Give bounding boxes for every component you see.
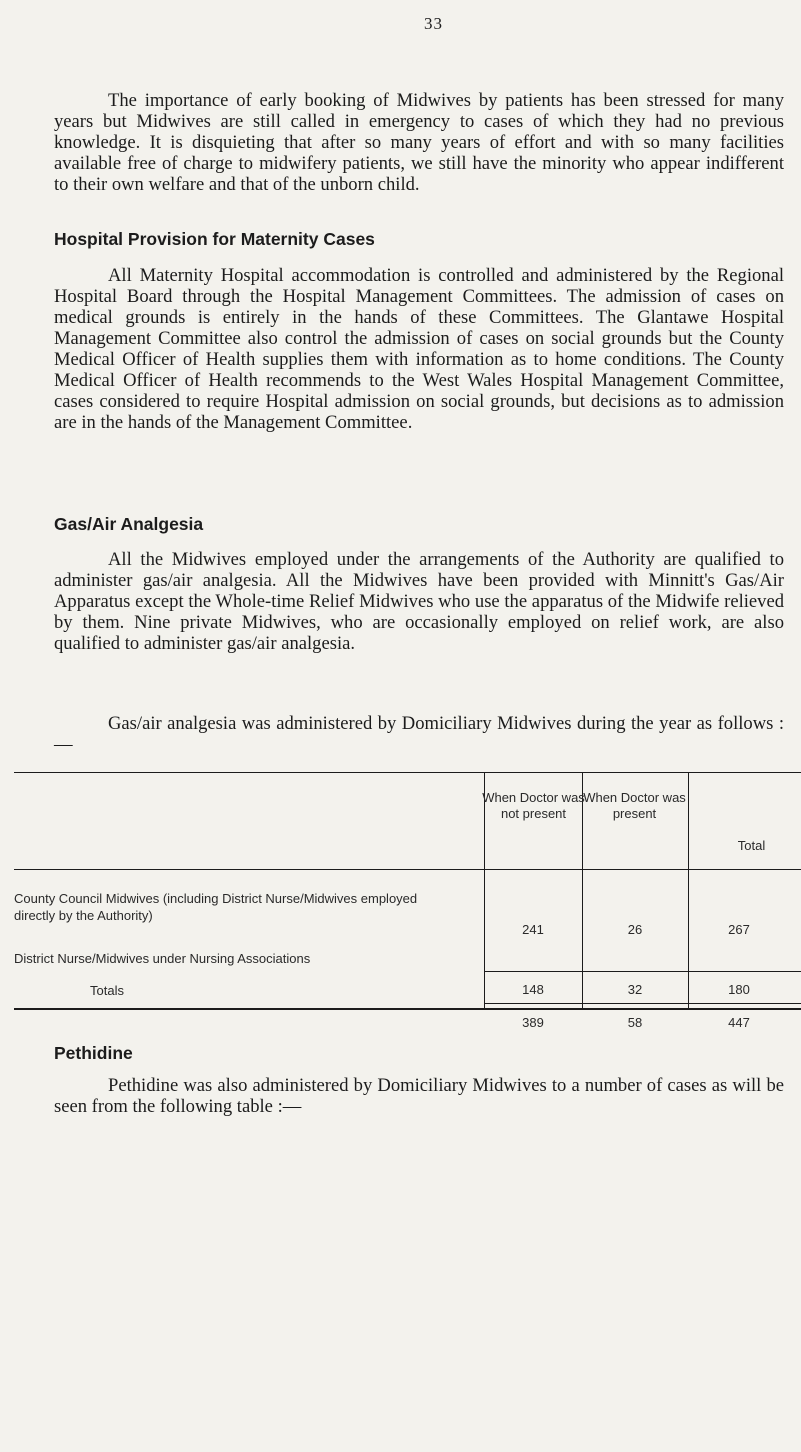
gas-air-paragraph-1: All the Midwives employed under the arrangements of the Authority are qualified to administer gas/air analgesia. All the Midwives have been provided with Minnitt's Gas/Air Apparatus except the Whole-time Relief Midwives who use the apparatus of the Midwife relieved by them. Nine private Midwives, who are occasionally employed on relief work, are also qualified to administer gas/air analgesia. (54, 549, 784, 654)
gas-air-table (14, 772, 801, 1030)
pethidine-paragraph: Pethidine was also administered by Domiciliary Midwives to a number of cases as will be seen from the following table :— (54, 1075, 784, 1117)
cell-nursing-associations-doctor-not-present: 148 (522, 982, 544, 997)
column-header-doctor-not-present: When Doctor was not present (482, 790, 585, 821)
gas-air-paragraph-2: Gas/air analgesia was administered by Domiciliary Midwives during the year as follows :— (54, 713, 784, 755)
row-label-nursing-associations: District Nurse/Midwives under Nursing Associations (14, 951, 311, 966)
cell-county-council-doctor-present: 26 (627, 922, 643, 937)
totals-row-label: Totals (90, 983, 124, 998)
cell-county-council-doctor-not-present: 241 (522, 922, 544, 937)
column-header-doctor-present: When Doctor was present (583, 790, 686, 821)
cell-totals-total: 447 (728, 1015, 750, 1030)
cell-nursing-associations-doctor-present: 32 (627, 982, 643, 997)
pethidine-heading: Pethidine (54, 1043, 133, 1063)
hospital-provision-heading: Hospital Provision for Maternity Cases (54, 229, 375, 249)
gas-air-heading: Gas/Air Analgesia (54, 514, 204, 534)
cell-totals-doctor-present: 58 (627, 1015, 643, 1030)
cell-totals-doctor-not-present: 389 (522, 1015, 544, 1030)
row-label-county-council-midwives: County Council Midwives (including District Nurse/Midwives employed directly by the Authority) (14, 891, 418, 923)
page-number: 33 (424, 14, 443, 33)
intro-paragraph: The importance of early booking of Midwives by patients has been stressed for many years but Midwives are still called in emergency to cases of which they had no previous knowledge. It is disquieting that after so many years of effort and with so many facilities available free of charge to midwifery patients, we still have the minority who appear indifferent to their own welfare and that of the unborn child. (54, 90, 784, 195)
cell-nursing-associations-total: 180 (728, 982, 750, 997)
cell-county-council-total: 267 (728, 922, 750, 937)
column-header-total: Total (737, 838, 766, 853)
hospital-provision-paragraph: All Maternity Hospital accommodation is controlled and administered by the Regional Hospital Board through the Hospital Management Committees. The admission of cases on medical grounds is entirely in the hands of these Committees. The Glantawe Hospital Management Committee also control the admission of cases on social grounds but the County Medical Officer of Health supplies them with information as to home conditions. The County Medical Officer of Health recommends to the West Wales Hospital Management Committee, cases considered to require Hospital admission on social grounds, but decisions as to admission are in the hands of the Management Committee. (54, 265, 784, 433)
